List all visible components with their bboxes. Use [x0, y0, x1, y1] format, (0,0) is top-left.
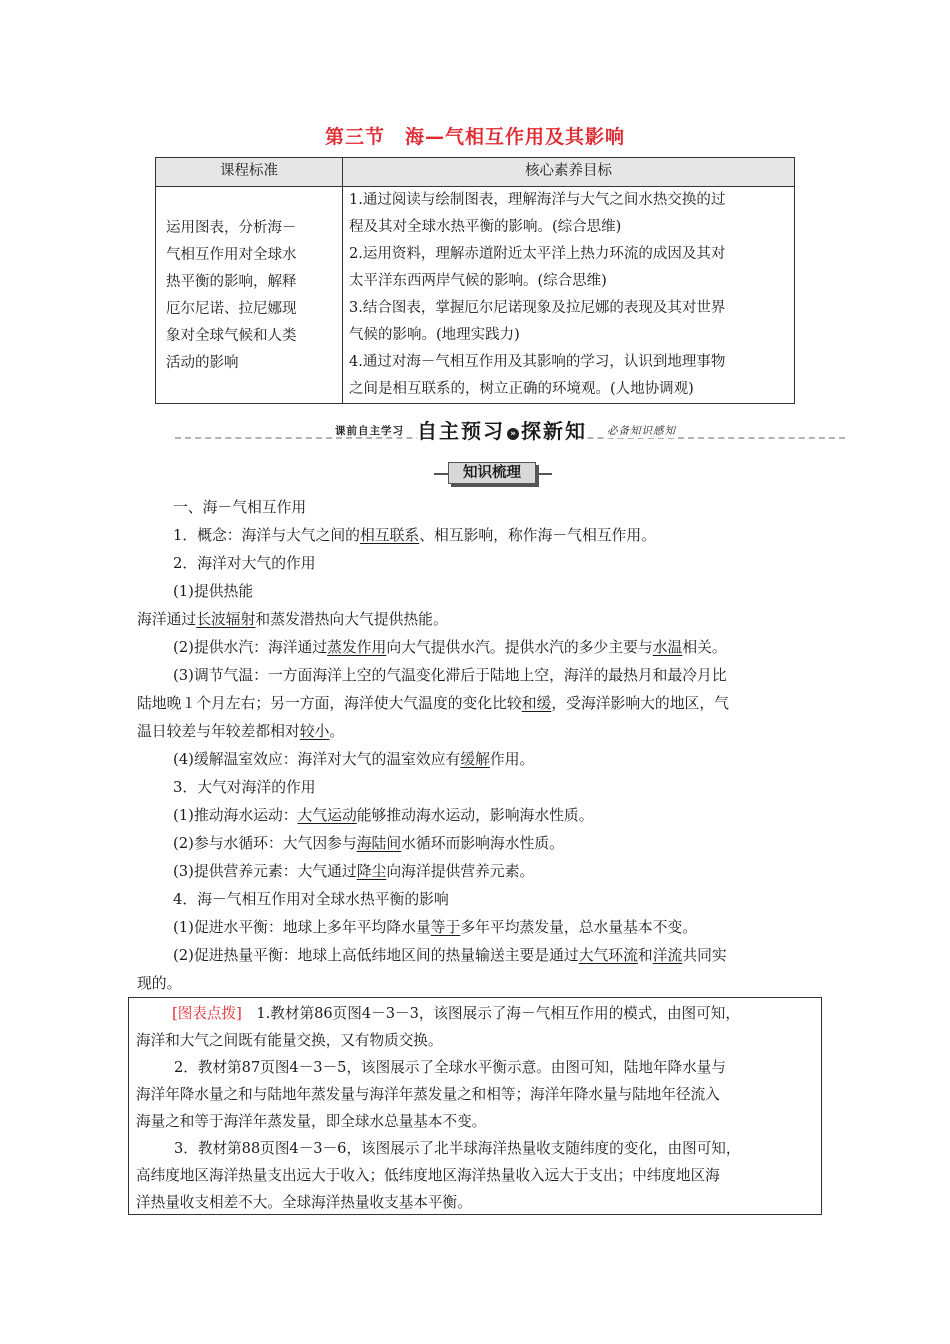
text: (2)提供水汽：海洋通过: [173, 639, 328, 656]
tag-bar-right: [538, 473, 552, 475]
standard-line: 气相互作用对全球水: [166, 247, 297, 263]
text: 、相互影响，称作海－气相互作用。: [419, 527, 656, 544]
paragraph: 3．大气对海洋的作用: [173, 779, 316, 796]
underlined-answer: 较小: [299, 723, 330, 740]
underlined-answer: 大气运动: [297, 807, 357, 824]
paragraph: [173, 860, 534, 881]
paragraph: 洋热量收支相差不大。全球海洋热量收支基本平衡。: [136, 1194, 472, 1211]
standard-line: 运用图表，分析海－: [166, 220, 297, 236]
standard-line: 厄尔尼诺、拉尼娜现: [166, 301, 297, 317]
underlined-answer: 等于: [430, 919, 461, 936]
banner-main-b: 探新知: [521, 419, 587, 443]
standard-cell: [156, 187, 343, 404]
arrow-right-icon: »: [507, 428, 519, 440]
goal-line: 2.运用资料，理解赤道附近太平洋上热力环流的成因及其对: [349, 246, 726, 262]
underlined-answer: 大气环流: [578, 947, 638, 964]
paragraph: [173, 636, 727, 657]
banner-right-text: 必备知识感知: [607, 425, 676, 437]
goal-line: 之间是相互联系的，树立正确的环境观。(人地协调观): [349, 381, 694, 397]
underlined-answer: 蒸发作用: [327, 639, 387, 656]
standards-table: [155, 157, 795, 404]
paragraph: 2．教材第87页图4－3－5，该图展示了全球水平衡示意。由图可知，陆地年降水量与: [174, 1059, 726, 1076]
tag-bar-left: [434, 473, 448, 475]
goal-line: 程及其对全球水热平衡的影响。(综合思维): [349, 219, 622, 235]
text: 向海洋提供营养元素。: [386, 863, 535, 880]
banner-left-text: 课前自主学习: [335, 425, 404, 437]
text: (1)推动海水运动：: [173, 807, 298, 824]
goal-line: 太平洋东西两岸气候的影响。(综合思维): [349, 273, 607, 289]
paragraph: [172, 1002, 740, 1023]
text: 作用。: [489, 751, 535, 768]
paragraph: 海洋和大气之间既有能量交换，又有物质交换。: [136, 1032, 443, 1049]
paragraph: 现的。: [137, 975, 182, 992]
goals-cell: [343, 187, 795, 404]
table-header-goals: 核心素养目标: [343, 158, 795, 187]
paragraph: (3)调节气温：一方面海洋上空的气温变化滞后于陆地上空，海洋的最热月和最冷月比: [173, 667, 727, 684]
text: 1.教材第86页图4－3－3，该图展示了海－气相互作用的模式，由图可知，: [241, 1005, 740, 1022]
goal-line: 1.通过阅读与绘制图表，理解海洋与大气之间水热交换的过: [349, 192, 726, 208]
text: (3)提供营养元素：大气通过: [173, 863, 357, 880]
paragraph: [173, 916, 697, 937]
paragraph: [173, 804, 594, 825]
section-tag-label: 知识梳理: [448, 462, 536, 484]
text: 。: [329, 723, 345, 740]
paragraph: [137, 608, 448, 629]
text: 多年平均蒸发量，总水量基本不变。: [460, 919, 698, 936]
paragraph: 海量之和等于海洋年蒸发量，即全球水总量基本不变。: [136, 1113, 487, 1130]
text: 和: [637, 947, 653, 964]
underlined-answer: 长波辐射: [196, 611, 256, 628]
table-header-standard: 课程标准: [156, 158, 343, 187]
goal-line: 气候的影响。(地理实践力): [349, 327, 520, 343]
tips-label: [图表点拨]: [172, 1005, 242, 1022]
text: 向大气提供水汽。提供水汽的多少主要与: [386, 639, 653, 656]
paragraph: 2．海洋对大气的作用: [173, 555, 316, 572]
text: (2)促进热量平衡：地球上高低纬地区间的热量输送主要是通过: [173, 947, 579, 964]
standard-line: 象对全球气候和人类: [166, 328, 297, 344]
text: 能够推动海水运动，影响海水性质。: [356, 807, 594, 824]
paragraph: [137, 692, 729, 713]
paragraph: 3．教材第88页图4－3－6，该图展示了北半球海洋热量收支随纬度的变化，由图可知，: [174, 1140, 741, 1157]
paragraph: [173, 524, 656, 545]
underlined-answer: 缓解: [460, 751, 490, 768]
paragraph: [173, 944, 727, 965]
paragraph: [173, 832, 564, 853]
underlined-answer: 海陆间: [356, 835, 402, 852]
paragraph: 高纬度地区海洋热量支出远大于收入；低纬度地区海洋热量收入远大于支出；中纬度地区海: [136, 1167, 720, 1184]
paragraph: (1)提供热能: [173, 583, 254, 600]
standard-line: 热平衡的影响，解释: [166, 274, 297, 290]
chart-tips-box: [128, 997, 822, 1215]
text: 温日较差与年较差都相对: [137, 723, 300, 740]
goal-line: 4.通过对海－气相互作用及其影响的学习，认识到地理事物: [349, 354, 726, 370]
underlined-answer: 水温: [652, 639, 683, 656]
text: 陆地晚１个月左右；另一方面，海洋使大气温度的变化比较: [137, 695, 522, 712]
goal-line: 3.结合图表，掌握厄尔尼诺现象及拉尼娜的表现及其对世界: [349, 300, 726, 316]
text: (4)缓解温室效应：海洋对大气的温室效应有: [173, 751, 461, 768]
banner-main-text: [417, 415, 587, 444]
text: 1．概念：海洋与大气之间的: [173, 527, 360, 544]
text: 海洋通过: [137, 611, 197, 628]
text: ，受海洋影响大的地区，气: [551, 695, 729, 712]
banner-main-a: 自主预习: [417, 419, 505, 443]
section-tag: [434, 462, 548, 486]
underlined-answer: 降尘: [356, 863, 387, 880]
text: (1)促进水平衡：地球上多年平均降水量: [173, 919, 431, 936]
text: 共同实: [682, 947, 727, 964]
section-banner: [175, 417, 845, 443]
text: (2)参与水循环：大气因参与: [173, 835, 357, 852]
text: 水循环而影响海水性质。: [401, 835, 564, 852]
text: 和蒸发潜热向大气提供热能。: [255, 611, 448, 628]
paragraph: [173, 748, 534, 769]
underlined-answer: 和缓: [521, 695, 552, 712]
standard-line: 活动的影响: [166, 355, 239, 371]
paragraph: [137, 720, 344, 741]
underlined-answer: 洋流: [652, 947, 683, 964]
paragraph: 4．海－气相互作用对全球水热平衡的影响: [173, 891, 449, 908]
page-title: 第三节 海—气相互作用及其影响: [324, 126, 625, 148]
heading-1: 一、海－气相互作用: [173, 499, 307, 516]
underlined-answer: 相互联系: [359, 527, 420, 544]
paragraph: 海洋年降水量之和与陆地年蒸发量与海洋年蒸发量之和相等；海洋年降水量与陆地年径流入: [136, 1086, 720, 1103]
text: 相关。: [682, 639, 727, 656]
